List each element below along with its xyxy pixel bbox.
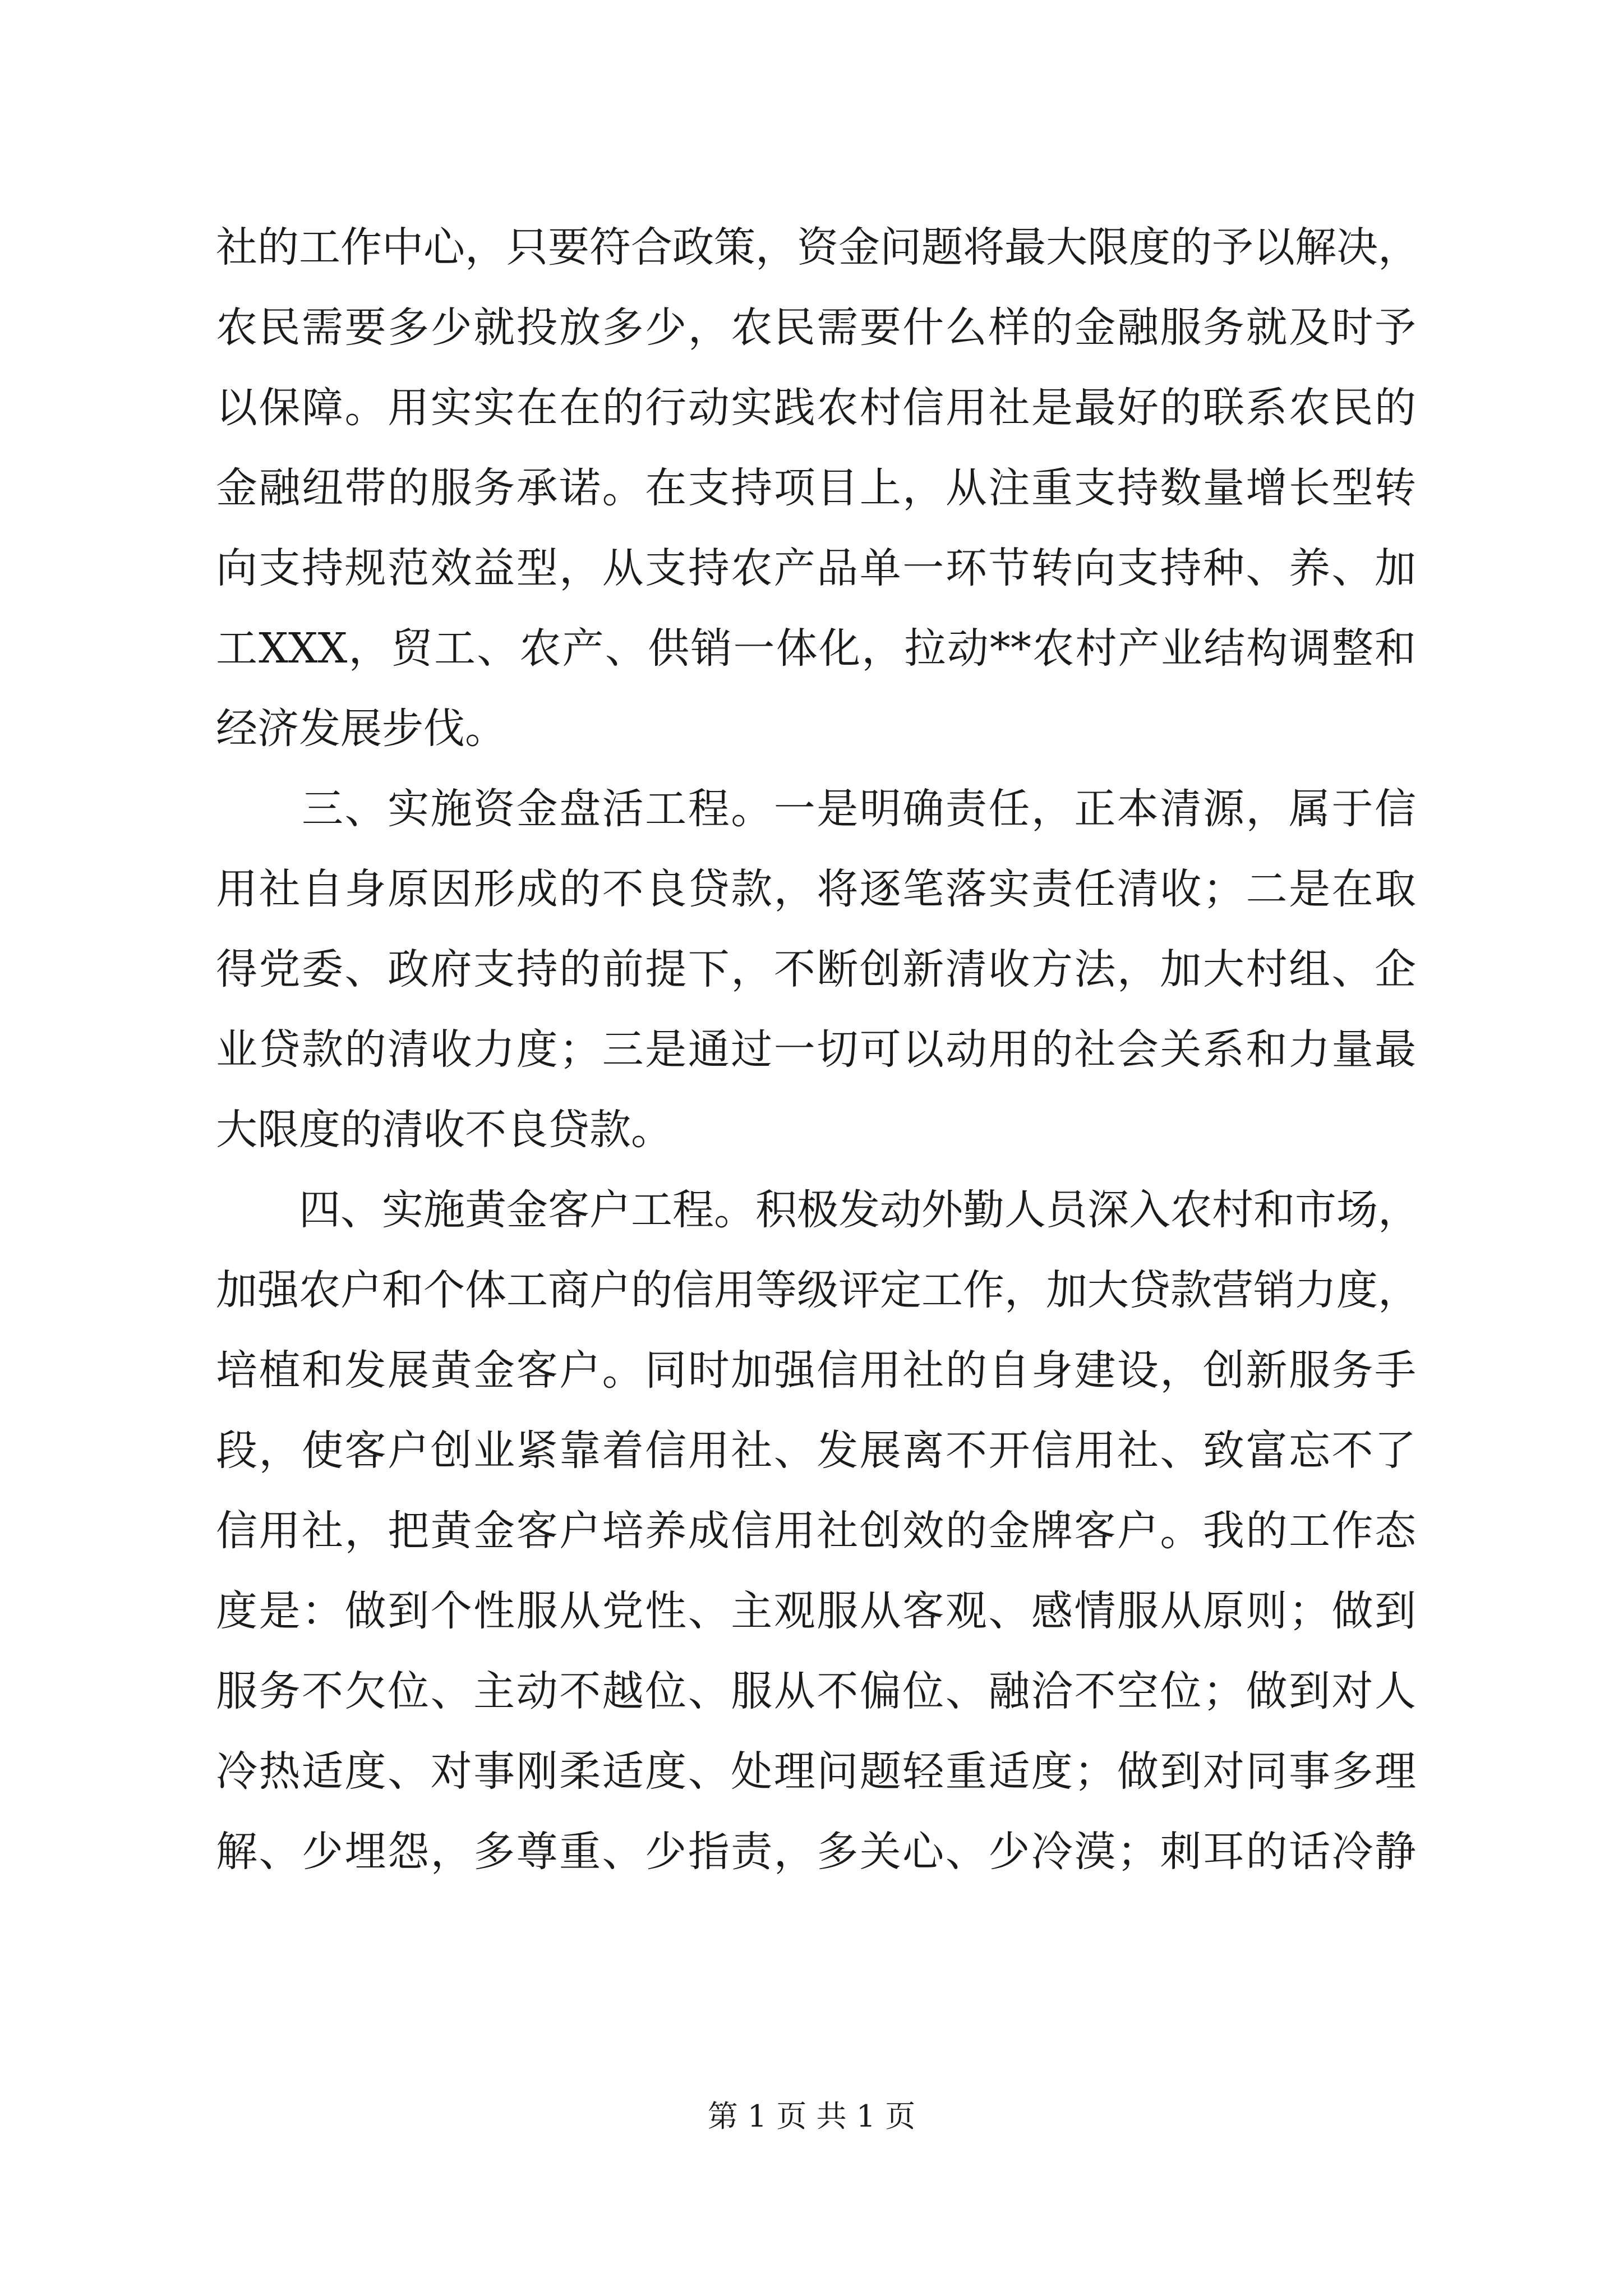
text-line: 加强农户和个体工商户的信用等级评定工作，加大贷款营销力度， [216, 1266, 1419, 1314]
text-line: 服务不欠位、主动不越位、服从不偏位、融洽不空位；做到对人 [216, 1667, 1416, 1715]
text-line: 以保障。用实实在在的行动实践农村信用社是最好的联系农民的 [216, 384, 1416, 432]
text-line: 解、少埋怨，多尊重、少指责，多关心、少冷漠；刺耳的话冷静 [216, 1828, 1416, 1876]
text-line: 金融纽带的服务承诺。在支持项目上，从注重支持数量增长型转 [216, 464, 1416, 512]
text-line: 度是：做到个性服从党性、主观服从客观、感情服从原则；做到 [216, 1587, 1416, 1635]
text-line: 大限度的清收不良贷款。 [216, 1106, 672, 1154]
text-line: 向支持规范效益型，从支持农产品单一环节转向支持种、养、加 [216, 544, 1416, 592]
text-line: 农民需要多少就投放多少，农民需要什么样的金融服务就及时予 [216, 303, 1416, 352]
paragraph-3 [216, 1170, 1419, 1892]
text-line: 四、实施黄金客户工程。积极发动外勤人员深入农村和市场， [216, 1186, 1419, 1234]
text-line: 信用社，把黄金客户培养成信用社创效的金牌客户。我的工作态 [216, 1507, 1416, 1555]
page-footer: 第 1 页 共 1 页 [707, 2099, 916, 2134]
text-line: 经济发展步伐。 [216, 705, 506, 753]
text-line: 冷热适度、对事刚柔适度、处理问题轻重适度；做到对同事多理 [216, 1747, 1416, 1796]
text-line: 培植和发展黄金客户。同时加强信用社的自身建设，创新服务手 [216, 1346, 1416, 1395]
paragraph-1 [216, 208, 1419, 769]
document-body [216, 208, 1419, 1892]
text-line: 社的工作中心，只要符合政策，资金问题将最大限度的予以解决， [216, 223, 1419, 272]
text-line: 得党委、政府支持的前提下，不断创新清收方法，加大村组、企 [216, 945, 1416, 993]
text-line: 段，使客户创业紧靠着信用社、发展离不开信用社、致富忘不了 [216, 1427, 1416, 1475]
text-line: 用社自身原因形成的不良贷款，将逐笔落实责任清收；二是在取 [216, 865, 1416, 913]
paragraph-2 [216, 769, 1416, 1170]
text-line: 三、实施资金盘活工程。一是明确责任，正本清源，属于信 [216, 785, 1416, 833]
text-line: 工XXX，贸工、农产、供销一体化，拉动**农村产业结构调整和 [216, 624, 1416, 673]
text-line: 业贷款的清收力度；三是通过一切可以动用的社会关系和力量最 [216, 1025, 1416, 1074]
